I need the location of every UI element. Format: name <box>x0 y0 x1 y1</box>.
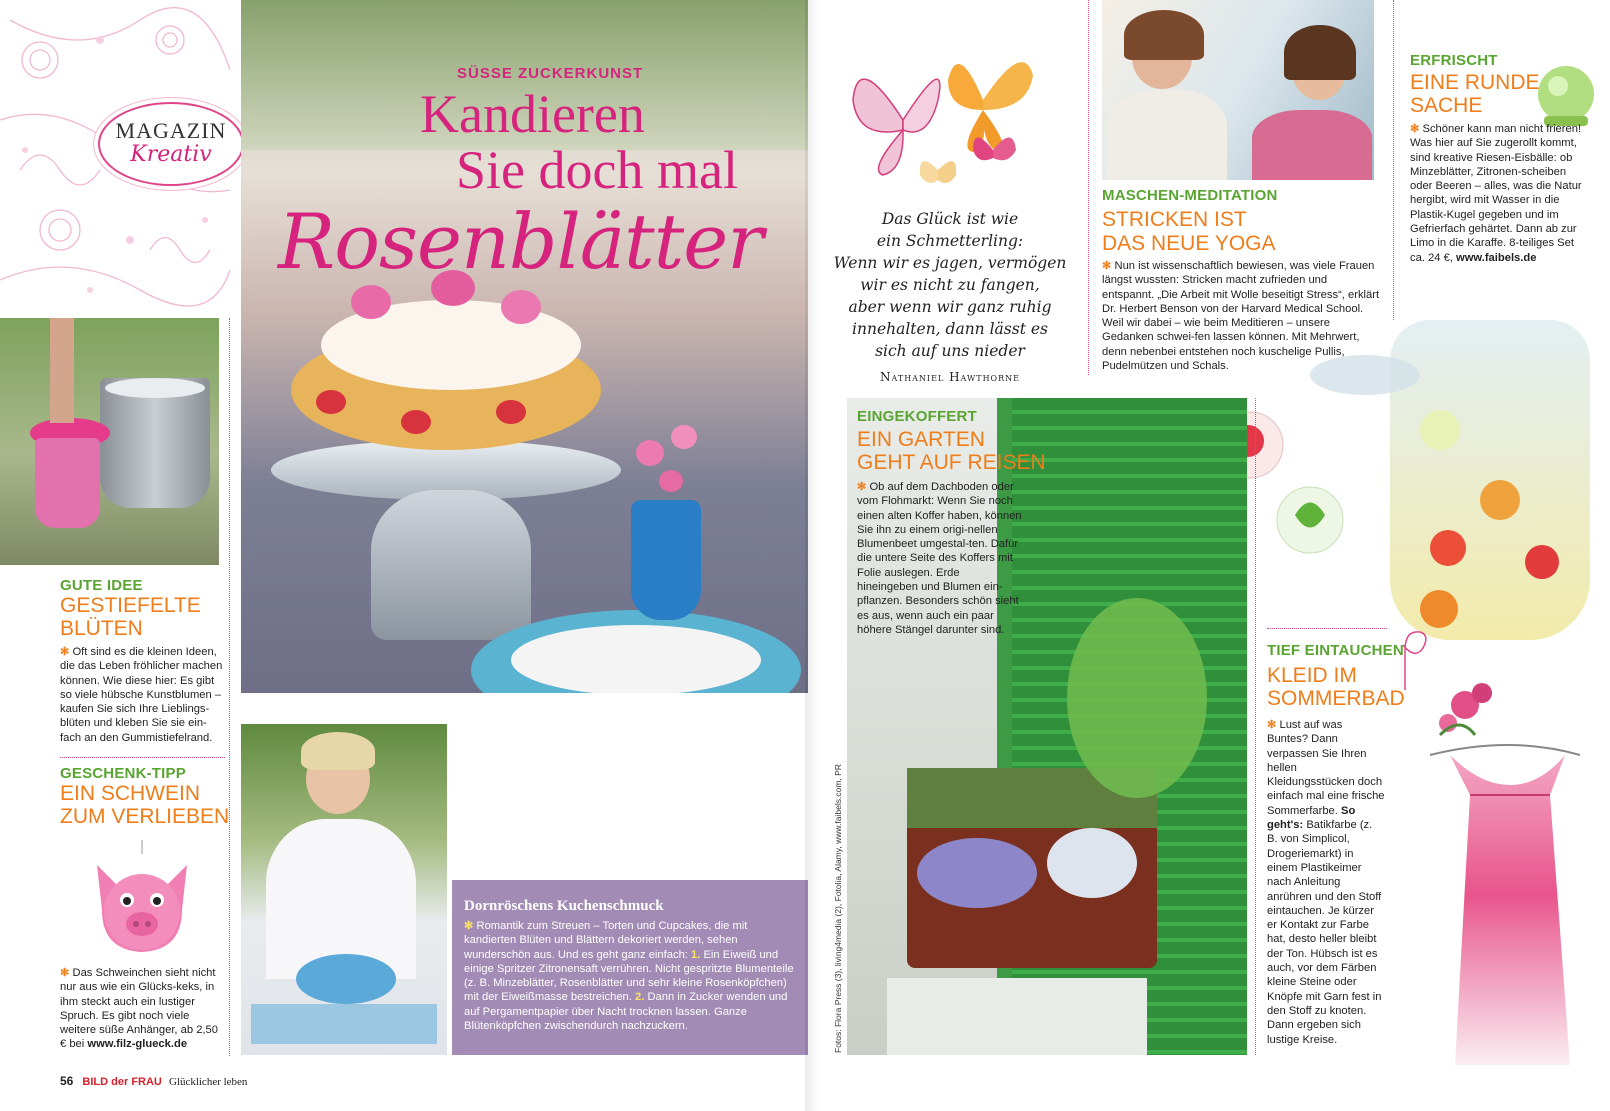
boot-bucket-photo <box>0 318 219 565</box>
eingekoffert-headline-2: GEHT AUF REISEN <box>857 451 1046 474</box>
maschen-body: ✻ Nun ist wissenschaftlich bewiesen, was viele Frauen längst wussten: Stricken macht zufrieden und entspannt. „Die Arbeit mit Wolle beseitigt Stress“, erklärt Dr. Herbert Benson von der Harvard Medical School. Weil wir dabei – wie beim Meditieren – unsere Gedanken schwei-fen lassen können. Mit Mehrwert, denn nebenbei entstehen noch kuschelige Pullis, Pudelmützen und Schals. <box>1102 260 1380 373</box>
tief-eintauchen-body: ✻ Lust auf was Buntes? Dann verpassen Sie Ihren hellen Kleidungsstücken doch einfach mal eine frische Sommerfarbe. So geht's: Batikfarbe (z. B. von Simplicol, Drogeriemarkt) in einem Plastikeimer nach Anleitung anrühren und den Stoff eintauchen. Je kürzer er Kontakt zur Farbe hat, desto heller bleibt der Ton. Hübsch ist es auch, vor dem Färben kleine Steine oder Knöpfe mit Garn fest in den Stoff zu knoten. Dann ergeben sich lustige Kreise. <box>1267 719 1385 1046</box>
geschenk-tipp-kicker: GESCHENK-TIPP <box>60 765 186 782</box>
dip-dyed-dress-image <box>1400 675 1610 1085</box>
column-divider <box>1255 398 1256 1055</box>
quote-block <box>830 208 1070 388</box>
quote-line: ein Schmetterling: <box>876 232 1024 250</box>
bullet-star-icon: ✻ <box>464 920 477 932</box>
maschen-headline-1: STRICKEN IST <box>1102 208 1247 231</box>
ice-ball-pitcher-photo <box>1310 320 1610 650</box>
magazin-badge-line2: Kreativ <box>130 142 212 167</box>
filz-glueck-link[interactable]: www.filz-glueck.de <box>87 1038 188 1051</box>
bullet-star-icon: ✻ <box>1102 260 1115 272</box>
tief-eintauchen-headline-2: SOMMERBAD <box>1267 687 1405 710</box>
hero-kicker: SÜSSE ZUCKERKUNST <box>457 65 644 82</box>
bullet-star-icon: ✻ <box>1410 123 1423 135</box>
geschenk-tipp-body: ✻ Das Schweinchen sieht nicht nur aus wie ein Glücks-keks, in ihm steckt auch ein lustiger Spruch. Es gibt noch viele weitere süße Anhänger, ab 2,50 € bei www.filz-glueck.de <box>60 967 218 1051</box>
quote-line: Das Glück ist wie <box>881 210 1019 228</box>
geschenk-tipp-headline-2: ZUM VERLIEBEN <box>60 805 230 828</box>
gute-idee-headline-1: GESTIEFELTE <box>60 594 201 617</box>
footer-tagline: Glücklicher leben <box>168 1076 248 1088</box>
column-divider <box>1393 0 1394 320</box>
butterflies-image <box>848 40 1048 200</box>
column-divider <box>229 318 230 1056</box>
kuchenschmuck-title: Dornröschens Kuchenschmuck <box>464 898 664 914</box>
erfrischt-headline-2: SACHE <box>1410 94 1483 117</box>
page-number: 56 <box>60 1074 74 1088</box>
erfrischt-kicker: ERFRISCHT <box>1410 52 1498 69</box>
quote-line: innehalten, dann lässt es <box>852 320 1048 338</box>
bullet-star-icon: ✻ <box>60 646 73 658</box>
woman-decorating-photo <box>241 724 447 1055</box>
maschen-headline-2: DAS NEUE YOGA <box>1102 232 1276 255</box>
kuchenschmuck-box <box>452 880 808 1055</box>
eingekoffert-body: ✻ Ob auf dem Dachboden oder vom Flohmarkt: Wenn Sie noch einen alten Koffer haben, können Sie ihn zu einem origi-nellen Blumenbeet umgestal-ten. Dafür die untere Seite des Koffers mit Folie auslegen. Erde hineingeben und Blumen ein-pflanzen. Besonders schön sieht es aus, wenn auch ein paar höhere Stängel darunter sind. <box>857 481 1022 636</box>
quote-author: Nathaniel Hawthorne <box>880 370 1020 384</box>
geschenk-tipp-headline-1: EIN SCHWEIN <box>60 782 201 805</box>
hero-title-script: Rosenblätter <box>278 197 763 286</box>
bullet-star-icon: ✻ <box>60 967 73 979</box>
column-divider <box>1088 0 1089 375</box>
quote-line: aber wenn wir ganz ruhig <box>848 298 1052 316</box>
tief-eintauchen-kicker: TIEF EINTAUCHEN <box>1267 642 1404 659</box>
divider <box>1267 628 1387 629</box>
tief-eintauchen-headline-1: KLEID IM <box>1267 664 1357 687</box>
erfrischt-headline-1: EINE RUNDE <box>1410 71 1540 94</box>
page-footer <box>60 1074 247 1088</box>
eingekoffert-headline-1: EIN GARTEN <box>857 428 985 451</box>
erfrischt-body: ✻ Schöner kann man nicht frieren! Was hier auf Sie zugerollt kommt, sind kreative Riesen-Eisbälle: ob Minzeblätter, Zitronen-scheiben oder Beeren – alles, was die Natur hergibt, wird mit Wasser in die Plastik-Kugel gegeben und im Gefrierfach gehärtet. Dann ab zur Limo in die Karaffe. 8-teiliges Set ca. 24 €, www.faibels.de <box>1410 123 1582 264</box>
photo-credit: Fotos: Flora Press (3), living4media (2), Fotolia, Alamy, www.faibels.com, PR <box>833 764 843 1053</box>
knitting-women-photo <box>1102 0 1374 180</box>
quote-line: Wenn wir es jagen, vermögen <box>833 254 1067 272</box>
quote-line: wir es nicht zu fangen, <box>860 276 1040 294</box>
quote-line: sich auf uns nieder <box>875 342 1025 360</box>
gute-idee-kicker: GUTE IDEE <box>60 577 143 594</box>
maschen-kicker: MASCHEN-MEDITATION <box>1102 187 1278 204</box>
kuchenschmuck-body: ✻ Romantik zum Streuen – Torten und Cupcakes, die mit kandierten Blüten und Blättern dekoriert werden, sehen wunderschön aus. Und es geht ganz einfach: 1. Ein Eiweiß und einige Spritzer Zitronensaft verrühren. Nicht gespritzte Blumenteile (z. B. Minzeblätter, Rosenblätter und sehr kleine Rosenköpfchen) mit der Eiweißmasse bestreichen. 2. Dann in Zucker wenden und auf Pergamentpapier über Nacht trocknen lassen. Ganze Blütenköpfchen zwischendurch nachzuckern. <box>464 920 794 1033</box>
footer-brand: BILD der FRAU <box>82 1076 162 1088</box>
hero-title-line1: Kandieren <box>420 84 645 144</box>
faibels-link[interactable]: www.faibels.de <box>1456 251 1537 264</box>
spread-gutter <box>805 0 819 1111</box>
felt-pig-image <box>82 840 202 958</box>
hero-title-line2: Sie doch mal <box>456 140 738 200</box>
gute-idee-headline-2: BLÜTEN <box>60 617 143 640</box>
magazin-badge <box>98 102 244 186</box>
eingekoffert-kicker: EINGEKOFFERT <box>857 408 977 425</box>
gute-idee-body: ✻ Oft sind es die kleinen Ideen, die das Leben fröhlicher machen können. Wie diese hier: Es gibt so viele hübsche Kunstblumen – kaufen Sie sich Ihre Lieblings-blüten und kleben Sie sie ein-fach an den Gummistiefelrand. <box>60 646 223 744</box>
bullet-star-icon: ✻ <box>1267 719 1280 731</box>
bullet-star-icon: ✻ <box>857 481 870 493</box>
divider <box>60 757 225 758</box>
magazin-badge-line1: MAGAZIN <box>115 118 227 143</box>
